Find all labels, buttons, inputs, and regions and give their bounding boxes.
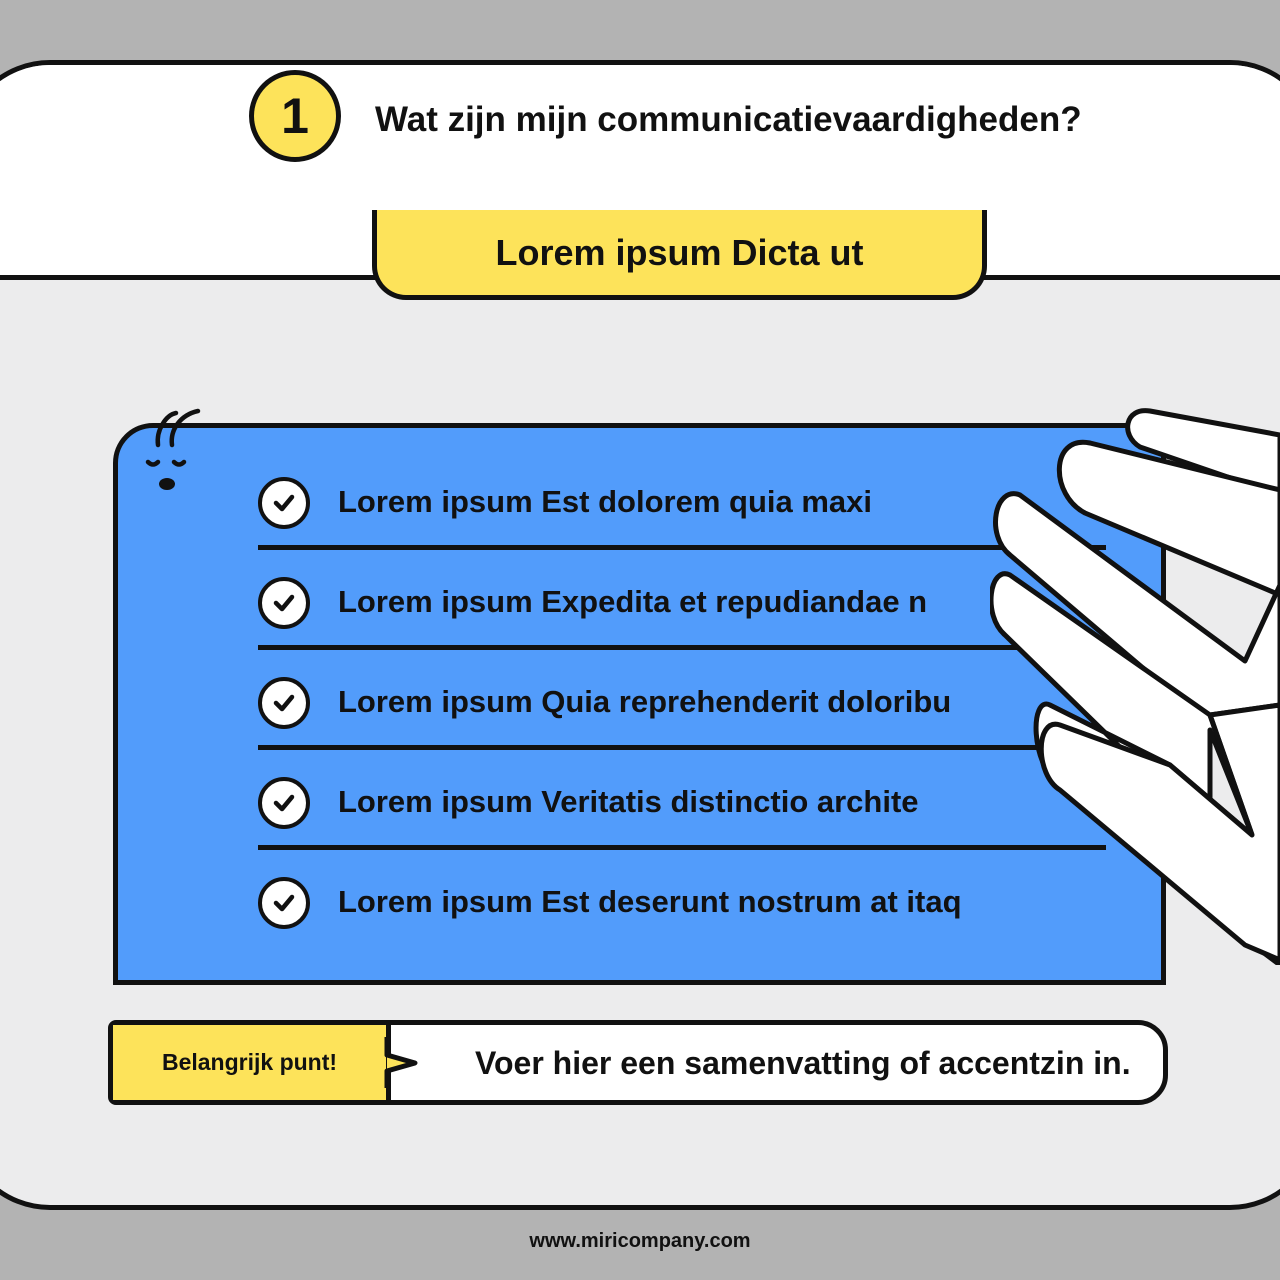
summary-tag-label: Belangrijk punt!	[161, 1049, 338, 1075]
summary-tag	[113, 1025, 391, 1100]
check-circle-icon	[258, 577, 310, 629]
check-circle-icon	[258, 777, 310, 829]
list-item-label: Lorem ipsum Est dolorem quia maxi	[338, 484, 873, 519]
list-item	[258, 650, 1108, 750]
list-item-label: Lorem ipsum Est deserunt nostrum at itaq	[338, 884, 962, 919]
list-item	[258, 750, 1108, 850]
list-item	[258, 550, 1108, 650]
check-circle-icon	[258, 677, 310, 729]
list-item-label: Lorem ipsum Expedita et repudiandae n	[338, 584, 928, 619]
section-tab	[372, 210, 987, 300]
pointer-arrow-icon	[383, 1035, 423, 1090]
check-circle-icon	[258, 877, 310, 929]
summary-callout	[108, 1020, 1168, 1105]
face-doodle-icon	[138, 405, 208, 495]
check-circle-icon	[258, 477, 310, 529]
summary-text: Voer hier een samenvatting of accentzin in.	[475, 1045, 1131, 1081]
page-title: Wat zijn mijn communicatievaardigheden?	[375, 100, 1082, 139]
step-number-badge: 1	[249, 70, 341, 162]
list-item-label: Lorem ipsum Quia reprehenderit doloribu	[338, 684, 952, 719]
hand-illustration-icon	[990, 405, 1280, 965]
list-item	[258, 450, 1108, 550]
list-item-label: Lorem ipsum Veritatis distinctio archite	[338, 784, 919, 819]
section-tab-label: Lorem ipsum Dicta ut	[495, 231, 864, 273]
footer-url: www.miricompany.com	[529, 1230, 751, 1252]
list-item	[258, 850, 1108, 950]
